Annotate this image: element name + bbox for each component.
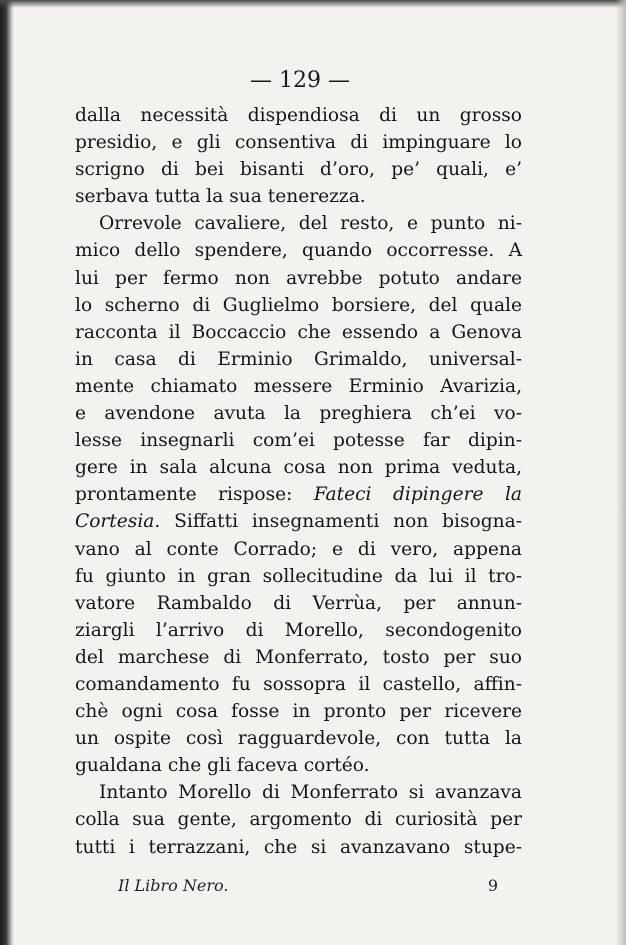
- page-number-header: — 129 —: [250, 68, 350, 93]
- text-line: racconta il Boccaccio che essendo a Genova: [75, 321, 522, 343]
- signature-mark: Il Libro Nero.: [118, 876, 229, 895]
- text-line: gualdana che gli faceva cortéo.: [75, 755, 370, 777]
- text-line: vano al conte Corrado; e di vero, appena: [75, 538, 522, 560]
- text-line: Intanto Morello di Monferrato si avanzava: [99, 782, 522, 804]
- text-line: mico dello spendere, quando occorresse. A: [75, 240, 522, 262]
- text-line: comandamento fu sossopra il castello, affin-: [75, 673, 522, 695]
- italic-quote: Cortesia.: [75, 511, 161, 533]
- text-line: chè ogni cosa fosse in pronto per ricevere: [75, 701, 522, 723]
- text-line: fu giunto in gran sollecitudine da lui il tro-: [75, 565, 522, 587]
- text-line: mente chiamato messere Erminio Avarizia,: [75, 375, 522, 397]
- text-line: tutti i terrazzani, che si avanzavano stupe-: [75, 836, 522, 858]
- signature-number: 9: [487, 876, 498, 895]
- text-line: ziargli l’arrivo di Morello, secondogenito: [75, 619, 522, 641]
- text-line: lo scherno di Guglielmo borsiere, del quale: [75, 294, 522, 316]
- text-line: gere in sala alcuna cosa non prima veduta,: [75, 457, 522, 479]
- italic-quote: Fateci dipingere la: [313, 484, 522, 506]
- binding-shadow: [0, 0, 14, 945]
- text-line: presidio, e gli consentiva di impinguare lo: [75, 132, 522, 154]
- text-line: vatore Rambaldo di Verrùa, per annun-: [75, 592, 522, 614]
- top-edge-shadow: [0, 0, 626, 8]
- text-line: Orrevole cavaliere, del resto, e punto ni-: [99, 213, 522, 235]
- text-line: in casa di Erminio Grimaldo, universal-: [75, 348, 522, 370]
- text-span: prontamente rispose:: [75, 484, 293, 506]
- text-line: dalla necessità dispendiosa di un grosso: [75, 105, 522, 126]
- right-edge-shadow: [616, 0, 626, 945]
- text-line: lui per fermo non avrebbe potuto andare: [75, 267, 522, 289]
- text-span: Siffatti insegnamenti non bisogna-: [174, 511, 522, 533]
- text-line: del marchese di Monferrato, tosto per suo: [75, 646, 522, 668]
- text-line: serbava tutta la sua tenerezza.: [75, 186, 366, 208]
- text-line: lesse insegnarli com’ei potesse far dipin-: [75, 430, 522, 452]
- text-line: scrigno di bei bisanti d’oro, pe’ quali, e’: [75, 159, 522, 181]
- text-line: e avendone avuta la preghiera ch’ei vo-: [75, 403, 522, 425]
- text-line-mixed: [75, 508, 522, 535]
- text-line-mixed: [75, 481, 522, 508]
- page-body: [75, 102, 522, 861]
- text-line: un ospite così ragguardevole, con tutta la: [75, 728, 522, 750]
- text-line: colla sua gente, argomento di curiosità per: [75, 809, 522, 831]
